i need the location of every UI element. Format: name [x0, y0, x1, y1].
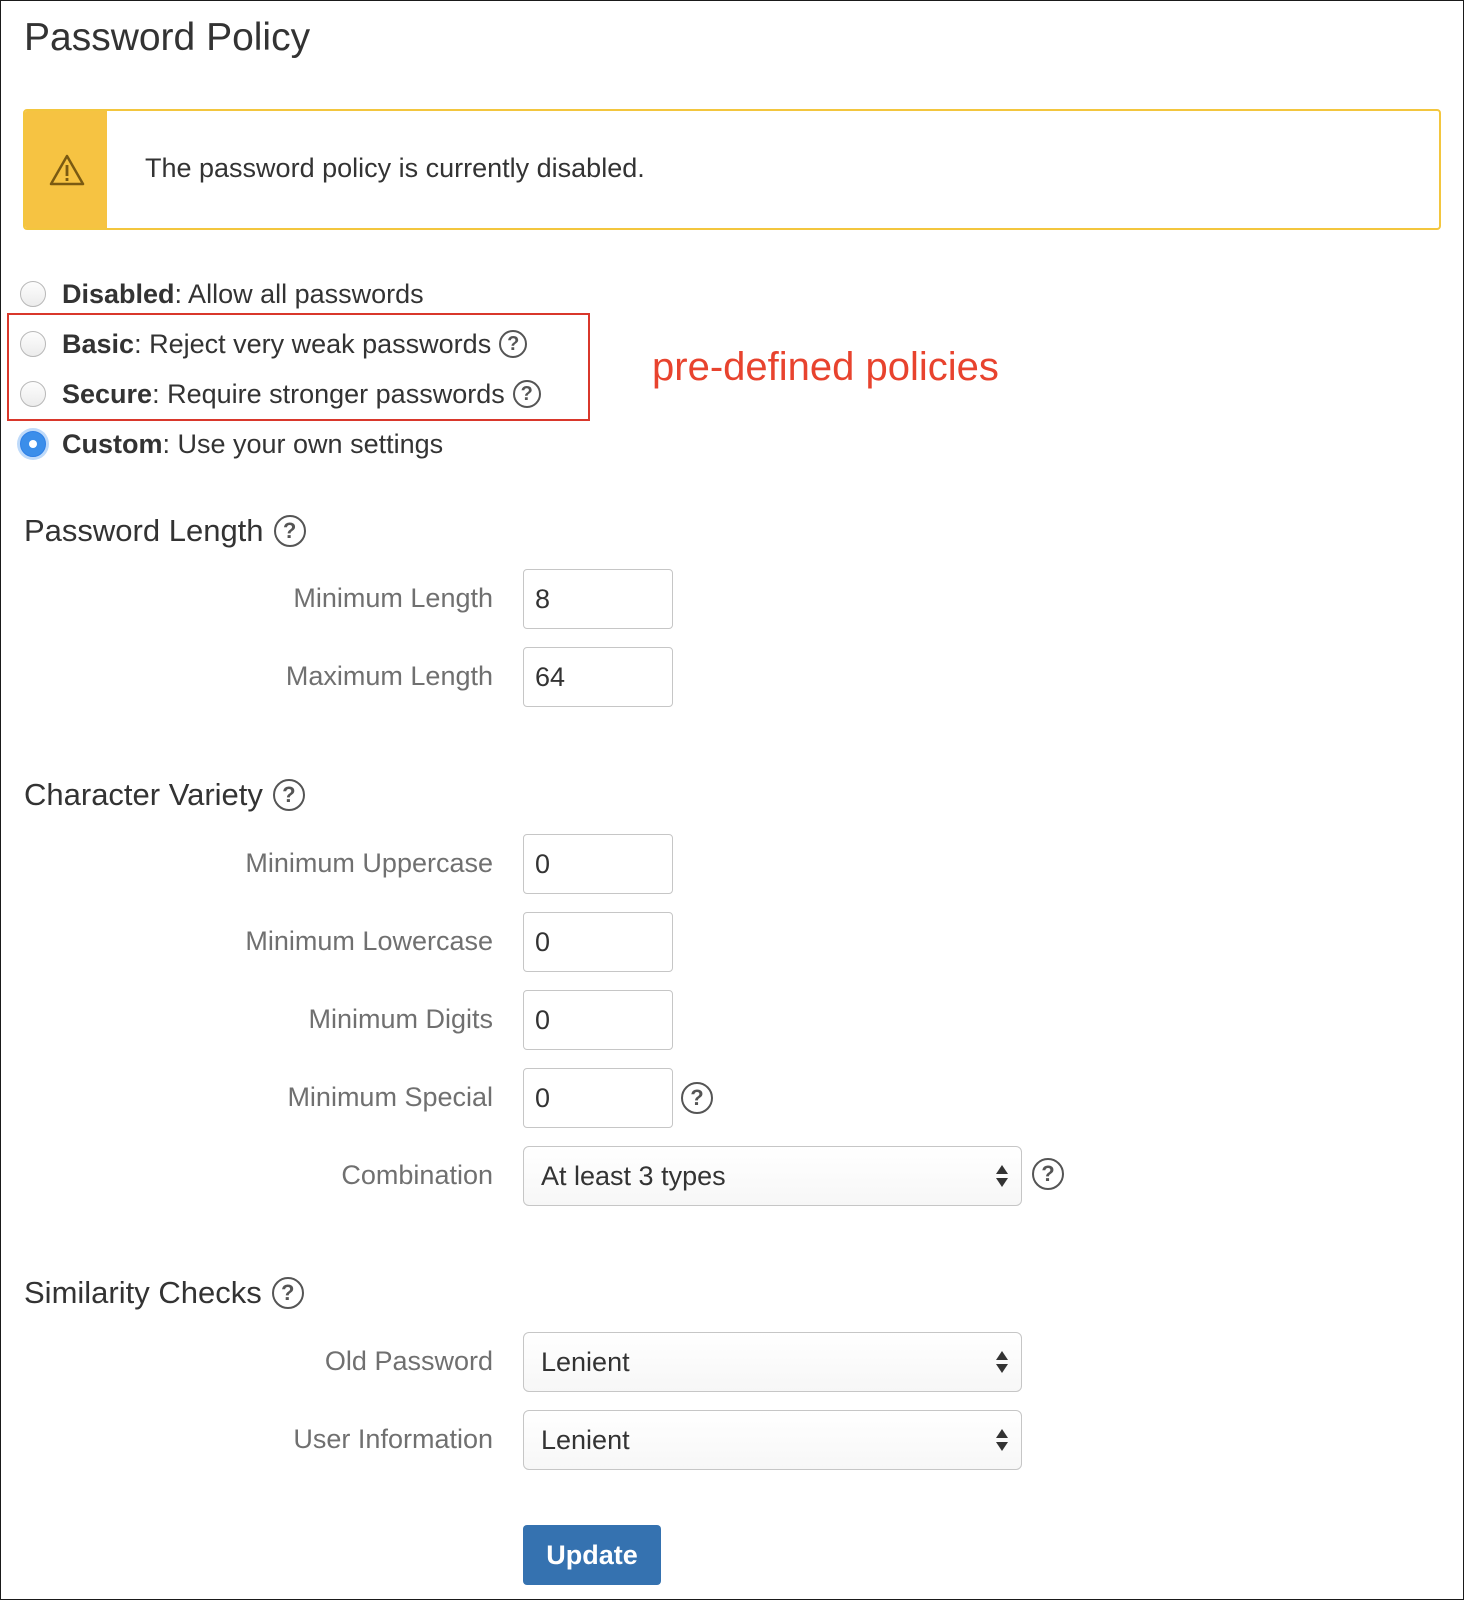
- annotation-label: pre-defined policies: [652, 345, 999, 389]
- min-uppercase-label: Minimum Uppercase: [245, 848, 493, 878]
- combination-label: Combination: [341, 1160, 493, 1190]
- option-description: : Allow all passwords: [174, 278, 424, 309]
- old-password-label: Old Password: [324, 1346, 493, 1376]
- min-length-input[interactable]: [523, 569, 673, 629]
- max-length-label: Maximum Length: [285, 661, 493, 691]
- help-icon[interactable]: ?: [272, 1277, 304, 1309]
- select-arrows-icon: [995, 1349, 1009, 1375]
- option-name: Basic: [62, 328, 135, 359]
- warning-banner: [23, 109, 1441, 230]
- min-special-label: Minimum Special: [287, 1082, 493, 1112]
- user-information-select[interactable]: [523, 1410, 1022, 1470]
- user-information-selected-value: Lenient: [541, 1424, 630, 1455]
- help-icon[interactable]: ?: [513, 380, 541, 408]
- option-name: Custom: [62, 428, 163, 459]
- combination-selected-value: At least 3 types: [541, 1160, 726, 1191]
- select-arrows-icon: [995, 1427, 1009, 1453]
- policy-option-custom[interactable]: [20, 424, 443, 464]
- min-lowercase-label: Minimum Lowercase: [245, 926, 493, 956]
- help-icon[interactable]: ?: [273, 779, 305, 811]
- select-arrows-icon: [995, 1163, 1009, 1189]
- min-lowercase-input[interactable]: [523, 912, 673, 972]
- section-title-password-length: Password Length ?: [24, 513, 306, 549]
- warning-icon: [49, 153, 85, 192]
- option-description: : Reject very weak passwords: [134, 328, 492, 359]
- min-length-label: Minimum Length: [293, 583, 493, 613]
- radio-button[interactable]: [20, 281, 46, 307]
- option-name: Disabled: [62, 278, 175, 309]
- section-title-character-variety: Character Variety ?: [24, 777, 305, 813]
- option-name: Secure: [62, 378, 153, 409]
- banner-message: The password policy is currently disabled.: [145, 153, 645, 183]
- combination-select[interactable]: [523, 1146, 1022, 1206]
- annotation-highlight-box: [7, 313, 590, 421]
- old-password-select[interactable]: [523, 1332, 1022, 1392]
- help-icon[interactable]: ?: [274, 515, 306, 547]
- radio-button-checked[interactable]: [20, 431, 46, 457]
- max-length-input[interactable]: [523, 647, 673, 707]
- page-title: Password Policy: [24, 16, 311, 59]
- min-digits-label: Minimum Digits: [308, 1004, 493, 1034]
- option-description: : Require stronger passwords: [152, 378, 505, 409]
- user-information-label: User Information: [293, 1424, 493, 1454]
- help-icon[interactable]: ?: [499, 330, 527, 358]
- old-password-selected-value: Lenient: [541, 1346, 630, 1377]
- min-digits-input[interactable]: [523, 990, 673, 1050]
- help-icon[interactable]: ?: [681, 1082, 713, 1114]
- min-uppercase-input[interactable]: [523, 834, 673, 894]
- help-icon[interactable]: ?: [1032, 1158, 1064, 1190]
- policy-option-disabled[interactable]: [20, 274, 424, 314]
- option-description: : Use your own settings: [162, 428, 444, 459]
- min-special-input[interactable]: [523, 1068, 673, 1128]
- update-button[interactable]: Update: [523, 1525, 661, 1585]
- section-title-similarity-checks: Similarity Checks ?: [24, 1275, 304, 1311]
